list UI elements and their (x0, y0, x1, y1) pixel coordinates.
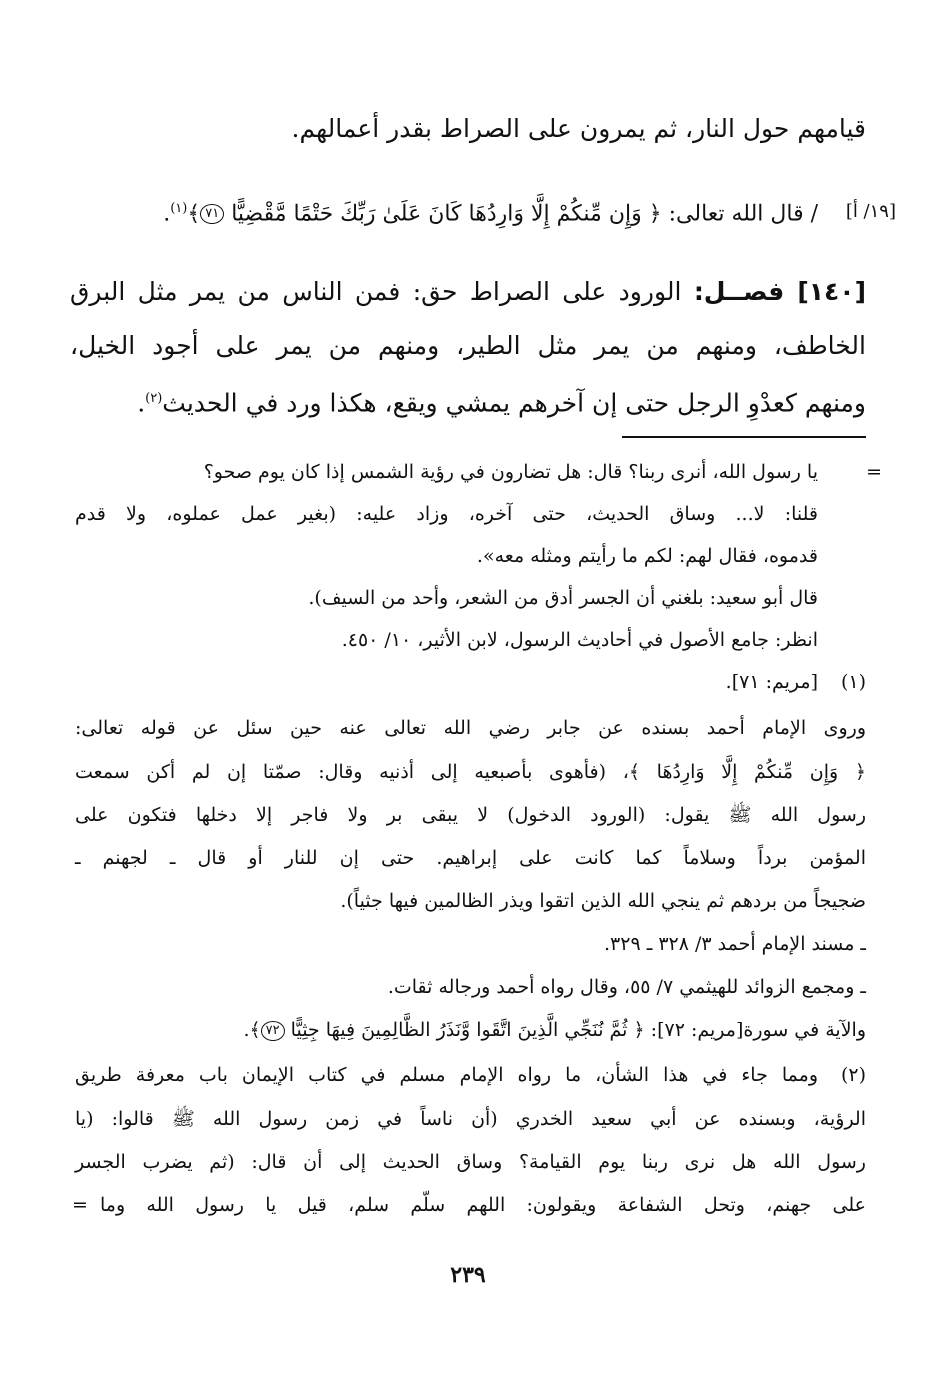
page-number: ٢٣٩ (450, 1262, 486, 1288)
quran-verse-text: ﴿ وَإِن مِّنكُمْ إِلَّا وَارِدُهَا كَانَ عَلَىٰ رَبِّكَ حَتْمًا مَّقْضِيًّا (224, 201, 662, 227)
paragraph-end-dot: . (137, 388, 146, 418)
footnote-1-line-7: ـ مسند الإمام أحمد ٣/ ٣٢٨ ـ ٣٢٩. (603, 933, 866, 955)
section-paragraph-line-1 (70, 272, 866, 312)
footnote-continued-line-5: انظر: جامع الأصول في أحاديث الرسول، لابن الأثير، ١٠/ ٤٥٠. (341, 629, 818, 651)
footnote-ref-2: (٢) (145, 391, 163, 406)
footnote-continued-line-4: قال أبو سعيد: بلغني أن الجسر أدق من الشعر، وأحد من السيف). (308, 587, 818, 609)
footnote-2-line-4: على جهنم، وتحل الشفاعة ويقولون: اللهم سلّم سلم، قيل يا رسول الله وما (100, 1194, 866, 1216)
section-heading: فصــل: (693, 277, 785, 306)
verse-end-dot: . (163, 201, 171, 227)
footnote-1-line-8: ـ ومجمع الزوائد للهيثمي ٧/ ٥٥، وقال رواه أحمد ورجاله ثقات. (387, 976, 866, 998)
footnote-1-marker: (١) (840, 671, 866, 693)
section-paragraph-line-3 (70, 379, 866, 423)
footnote-2-marker: (٢) (840, 1064, 866, 1086)
footnote-2-line-3: رسول الله هل نرى ربنا يوم القيامة؟ وساق الحديث إلى أن قال: (ثم يضرب الجسر (75, 1151, 866, 1173)
section-paragraph-text-3: ومنهم كعدْوِ الرجل حتى إن آخرهم يمشي ويقع، هكذا ورد في الحديث (162, 388, 866, 418)
section-paragraph-text-1: الورود على الصراط حق: فمن الناس من يمر مثل البرق (70, 277, 694, 306)
footnote-1-ayah-number-marker: ٧٢ (261, 1021, 285, 1041)
footnote-continuation-marker: = (866, 461, 882, 483)
footnote-1-line-1: [مريم: ٧١]. (725, 671, 818, 693)
ayah-number-marker: ٧١ (200, 204, 224, 224)
footnote-ref-1: (١) (170, 201, 188, 216)
footnote-1-line-4: رسول الله ﷺ يقول: (الورود الدخول) لا يبقى بر ولا فاجر إلا دخلها فتكون على (75, 804, 866, 826)
footnote-continued-line-2: قلنا: لا... وساق الحديث، حتى آخره، وزاد عليه: (بغير عمل عملوه، ولا قدم (75, 503, 818, 525)
footnote-continued-line-1: يا رسول الله، أنرى ربنا؟ قال: هل تضارون في رؤية الشمس إذا كان يوم صحو؟ (203, 461, 818, 483)
footnote-separator-rule (622, 436, 866, 438)
verse-close-bracket: ﴾ (187, 201, 201, 227)
footnote-2-continuation-marker: = (72, 1194, 88, 1216)
main-text-line-1: قيامهم حول النار، ثم يمرون على الصراط بقدر أعمالهم. (291, 114, 866, 143)
footnote-2-line-2: الرؤية، وبسنده عن أبي سعيد الخدري (أن ناساً في زمن رسول الله ﷺ قالوا: (يا (75, 1108, 866, 1130)
footnote-1-verse-text: ﴿ ثُمَّ نُنَجِّي الَّذِينَ اتَّقَوا وَّنَذَرُ الظَّالِمِينَ فِيهَا جِثِيًّا (284, 1019, 645, 1041)
section-paragraph-line-2: الخاطف، ومنهم من يمر مثل الطير، ومنهم من يمر على أجود الخيل، (70, 331, 866, 360)
footnote-1-line-9 (75, 1015, 866, 1045)
footnote-1-line-6: ضجيجاً من بردهم ثم ينجي الله الذين اتقوا ويذر الظالمين فيها جثياً). (340, 890, 866, 912)
footnote-continued-line-3: قدموه، فقال لهم: لكم ما رأيتم ومثله معه». (476, 545, 818, 567)
verse-intro: / قال الله تعالى: (661, 201, 818, 227)
footnote-1-verse-close: ﴾. (243, 1019, 261, 1041)
section-number: [١٤٠] (784, 277, 866, 306)
footnote-1-line-2: وروى الإمام أحمد بسنده عن جابر رضي الله تعالى عنه حين سئل عن قوله تعالى: (75, 717, 866, 739)
footnote-1-line-5: المؤمن برداً وسلاماً كما كانت على إبراهيم. حتى إن للنار أو قال ـ لجهنم ـ (75, 847, 866, 869)
margin-folio-reference: [١٩/ أ] (845, 201, 896, 222)
quran-verse-line (163, 192, 818, 231)
footnote-1-line-3: ﴿ وَإِن مِّنكُمْ إِلَّا وَارِدُهَا ﴾، (فأهوى بأصبعيه إلى أذنيه وقال: صمّتا إن لم أكن سمعت (75, 761, 866, 783)
footnote-2-line-1: ومما جاء في هذا الشأن، ما رواه الإمام مسلم في كتاب الإيمان باب معرفة طريق (75, 1064, 818, 1086)
footnote-1-verse-intro: والآية في سورة[مريم: ٧٢]: (644, 1019, 866, 1041)
